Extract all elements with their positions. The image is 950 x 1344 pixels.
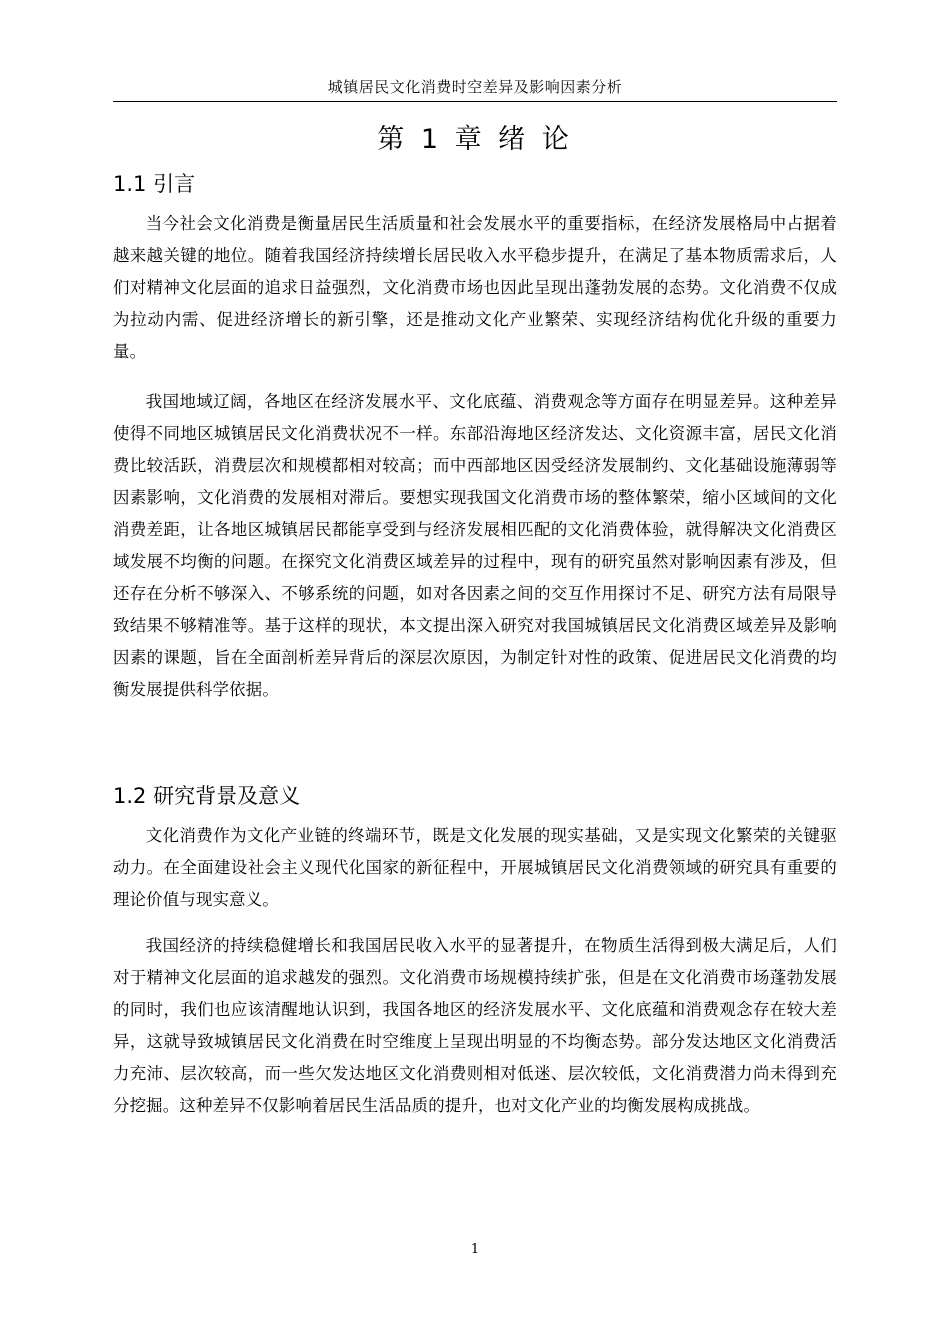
paragraph-1-2-2: 我国经济的持续稳健增长和我国居民收入水平的显著提升，在物质生活得到极大满足后，人们对于精神文化层面的追求越发的强烈。文化消费市场规模持续扩张，但是在文化消费市场蓬勃发展的同时，我们也应该清醒地认识到，我国各地区的经济发展水平、文化底蕴和消费观念存在较大差异，这就导致城镇居民文化消费在时空维度上呈现出明显的不均衡态势。部分发达地区文化消费活力充沛、层次较高，而一些欠发达地区文化消费则相对低迷、层次较低，文化消费潜力尚未得到充分挖掘。这种差异不仅影响着居民生活品质的提升，也对文化产业的均衡发展构成挑战。 xyxy=(113,936,837,1115)
paragraph-1-1-2: 我国地域辽阔，各地区在经济发展水平、文化底蕴、消费观念等方面存在明显差异。这种差异使得不同地区城镇居民文化消费状况不一样。东部沿海地区经济发达、文化资源丰富，居民文化消费比较活跃，消费层次和规模都相对较高；而中西部地区因受经济发展制约、文化基础设施薄弱等因素影响，文化消费的发展相对滞后。要想实现我国文化消费市场的整体繁荣，缩小区域间的文化消费差距，让各地区城镇居民都能享受到与经济发展相匹配的文化消费体验，就得解决文化消费区域发展不均衡的问题。在探究文化消费区域差异的过程中，现有的研究虽然对影响因素有涉及，但还存在分析不够深入、不够系统的问题，如对各因素之间的交互作用探讨不足、研究方法有局限导致结果不够精准等。基于这样的现状，本文提出深入研究对我国城镇居民文化消费区域差异及影响因素的课题，旨在全面剖析差异背后的深层次原因，为制定针对性的政策、促进居民文化消费的均衡发展提供科学依据。 xyxy=(113,392,837,699)
page-number: 1 xyxy=(470,1242,480,1257)
paragraph-1-1-1: 当今社会文化消费是衡量居民生活质量和社会发展水平的重要指标，在经济发展格局中占据着越来越关键的地位。随着我国经济持续增长居民收入水平稳步提升，在满足了基本物质需求后，人们对精神文化层面的追求日益强烈，文化消费市场也因此呈现出蓬勃发展的态势。文化消费不仅成为拉动内需、促进经济增长的新引擎，还是推动文化产业繁荣、实现经济结构优化升级的重要力量。 xyxy=(113,214,837,361)
header-rule xyxy=(113,101,837,102)
running-header: 城镇居民文化消费时空差异及影响因素分析 xyxy=(327,78,623,96)
section-heading-1-1: 1.1 引言 xyxy=(113,172,196,196)
paragraph-1-2-1: 文化消费作为文化产业链的终端环节，既是文化发展的现实基础，又是实现文化繁荣的关键驱动力。在全面建设社会主义现代化国家的新征程中，开展城镇居民文化消费领域的研究具有重要的理论价值与现实意义。 xyxy=(113,826,837,909)
section-heading-1-2: 1.2 研究背景及意义 xyxy=(113,784,301,808)
chapter-title: 第 1 章 绪 论 xyxy=(377,124,573,155)
